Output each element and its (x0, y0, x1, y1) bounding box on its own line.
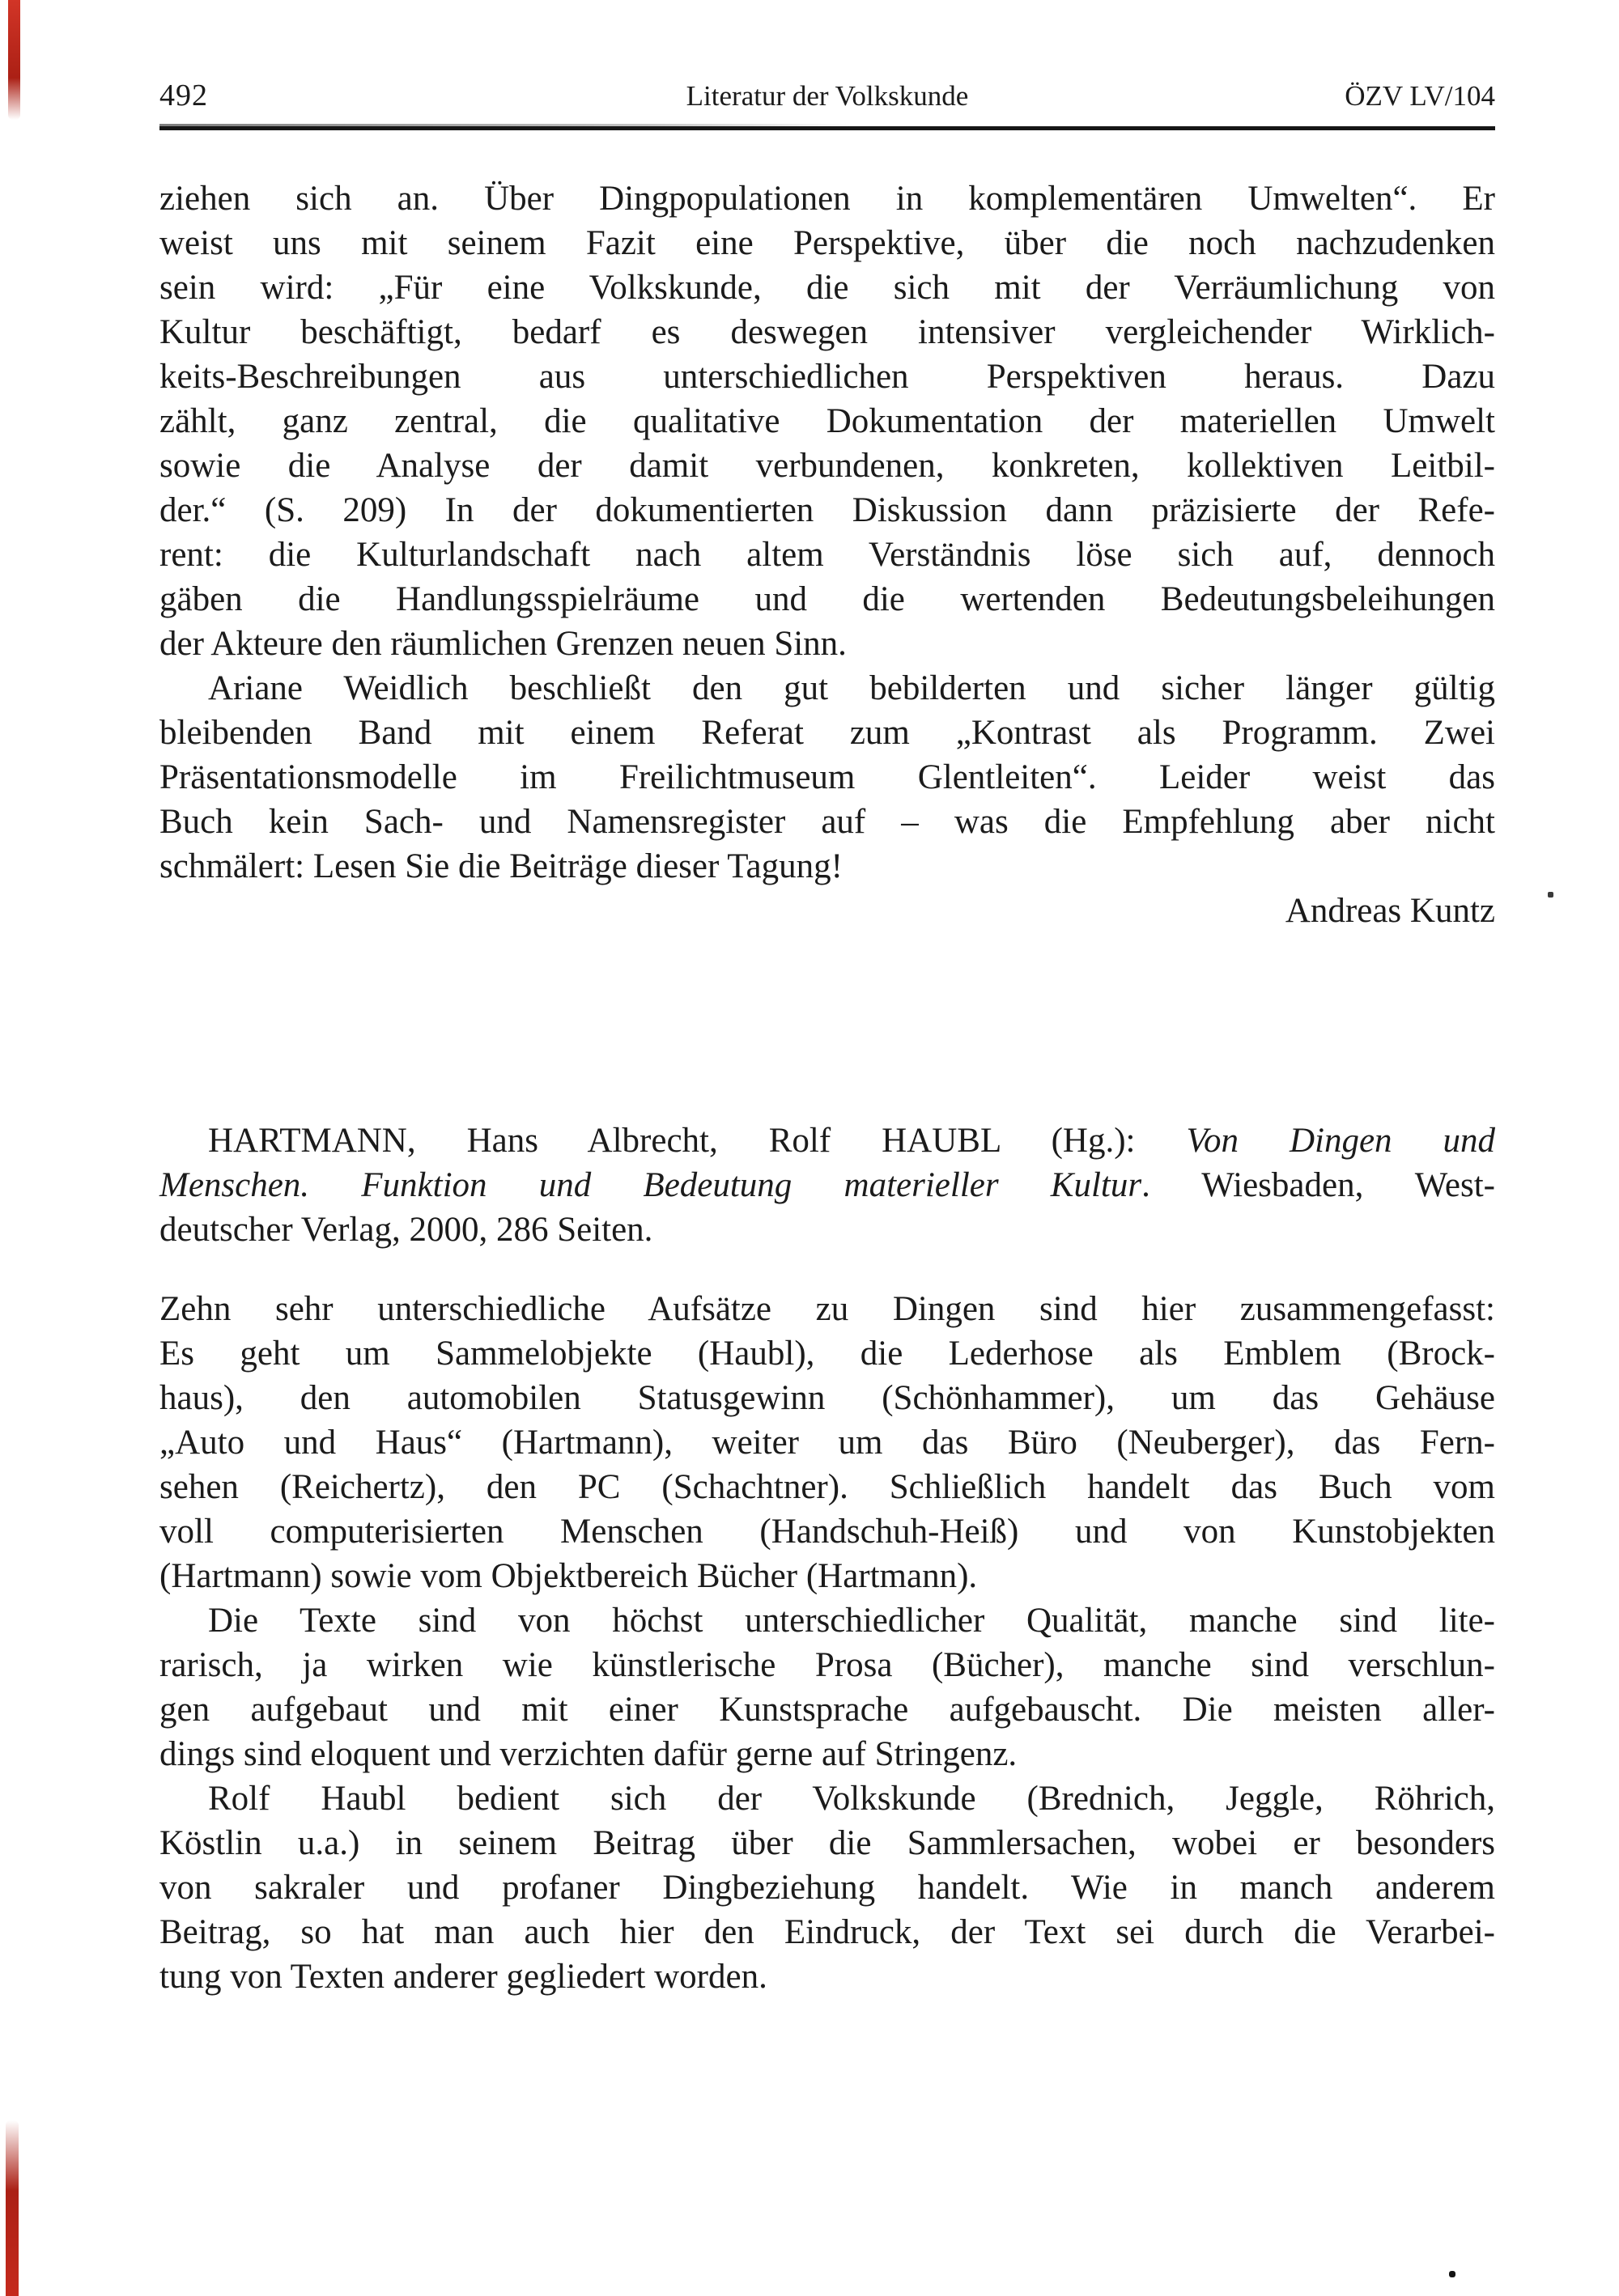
text-line: Beitrag, so hat man auch hier den Eindruck, der Text sei durch die Verarbei- (159, 1913, 1495, 1951)
text-line: Es geht um Sammelobjekte (Haubl), die Lederhose als Emblem (Brock- (159, 1335, 1495, 1373)
text-line: tung von Texten anderer gegliedert worden. (159, 1958, 767, 1996)
text-line: rarisch, ja wirken wie künstlerische Prosa (Bücher), manche sind verschlun- (159, 1646, 1495, 1684)
scan-edge-artifact-bottom (6, 2120, 19, 2296)
text-line: „Auto und Haus“ (Hartmann), weiter um das Büro (Neuberger), das Fern- (159, 1424, 1495, 1462)
text-line: gen aufgebaut und mit einer Kunstsprache aufgebauscht. Die meisten aller- (159, 1691, 1495, 1729)
issue-reference: ÖZV LV/104 (1345, 80, 1495, 112)
header-rule (159, 126, 1495, 130)
text-segment: Von Dingen und (1186, 1122, 1495, 1160)
review-body-text (159, 1287, 1495, 1999)
book-reference-text (159, 1118, 1495, 1252)
text-line (159, 1118, 1495, 1163)
text-line: der Akteure den räumlichen Grenzen neuen Sinn. (159, 625, 847, 663)
text-line: Ariane Weidlich beschließt den gut bebilderten und sicher länger gültig (208, 669, 1495, 707)
text-line: von sakraler und profaner Dingbeziehung handelt. Wie in manch anderem (159, 1869, 1495, 1907)
text-line: sehen (Reichertz), den PC (Schachtner). Schließlich handelt das Buch vom (159, 1468, 1495, 1506)
text-line: schmälert: Lesen Sie die Beiträge dieser Tagung! (159, 847, 843, 885)
text-line: ziehen sich an. Über Dingpopulationen in komplementären Umwelten“. Er (159, 180, 1495, 218)
text-line: sowie die Analyse der damit verbundenen, konkreten, kollektiven Leitbil- (159, 447, 1495, 485)
text-line (159, 1207, 1495, 1252)
ink-speck (1449, 2271, 1455, 2277)
running-title: Literatur der Volkskunde (686, 80, 969, 112)
text-line: weist uns mit seinem Fazit eine Perspektive, über die noch nachzudenken (159, 224, 1495, 262)
text-line: Köstlin u.a.) in seinem Beitrag über die Sammlersachen, wobei er besonders (159, 1824, 1495, 1862)
text-line: bleibenden Band mit einem Referat zum „Kontrast als Programm. Zwei (159, 714, 1495, 752)
page-header (159, 78, 1495, 113)
text-line: haus), den automobilen Statusgewinn (Schönhammer), um das Gehäuse (159, 1379, 1495, 1417)
text-line: sein wird: „Für eine Volkskunde, die sich mit der Verräumlichung von (159, 269, 1495, 307)
text-line: gäben die Handlungsspielräume und die wertenden Bedeutungsbeleihungen (159, 580, 1495, 618)
text-line: voll computerisierten Menschen (Handschuh-Heiß) und von Kunstobjekten (159, 1513, 1495, 1551)
text-line: rent: die Kulturlandschaft nach altem Verständnis löse sich auf, dennoch (159, 536, 1495, 574)
text-line: (Hartmann) sowie vom Objektbereich Bücher (Hartmann). (159, 1557, 978, 1595)
text-line: Rolf Haubl bedient sich der Volkskunde (Brednich, Jeggle, Röhrich, (208, 1780, 1495, 1818)
text-line: der.“ (S. 209) In der dokumentierten Diskussion dann präzisierte der Refe- (159, 491, 1495, 529)
text-line: Die Texte sind von höchst unterschiedlicher Qualität, manche sind lite- (208, 1602, 1495, 1640)
text-line: Buch kein Sach- und Namensregister auf – was die Empfehlung aber nicht (159, 803, 1495, 841)
text-line: keits-Beschreibungen aus unterschiedlichen Perspektiven heraus. Dazu (159, 358, 1495, 396)
review-conclusion-text (159, 176, 1495, 889)
text-segment: . Wiesbaden, West- (1141, 1166, 1495, 1204)
reviewer-signature: Andreas Kuntz (1285, 892, 1495, 930)
text-segment: deutscher Verlag, 2000, 286 Seiten. (159, 1211, 653, 1249)
text-line: Präsentationsmodelle im Freilichtmuseum Glentleiten“. Leider weist das (159, 758, 1495, 796)
ink-speck (1548, 892, 1553, 898)
text-segment: Menschen. Funktion und Bedeutung materieller Kultur (159, 1166, 1142, 1204)
text-line: Kultur beschäftigt, bedarf es deswegen intensiver vergleichender Wirklich- (159, 313, 1495, 351)
text-line (159, 1163, 1495, 1207)
text-line: Zehn sehr unterschiedliche Aufsätze zu Dingen sind hier zusammengefasst: (159, 1290, 1495, 1328)
text-line: zählt, ganz zentral, die qualitative Dokumentation der materiellen Umwelt (159, 402, 1495, 440)
text-segment: HARTMANN, Hans Albrecht, Rolf HAUBL (Hg.): (208, 1122, 1187, 1160)
text-line: dings sind eloquent und verzichten dafür gerne auf Stringenz. (159, 1735, 1018, 1773)
page-number: 492 (159, 79, 208, 112)
scan-edge-artifact-top (8, 0, 20, 120)
